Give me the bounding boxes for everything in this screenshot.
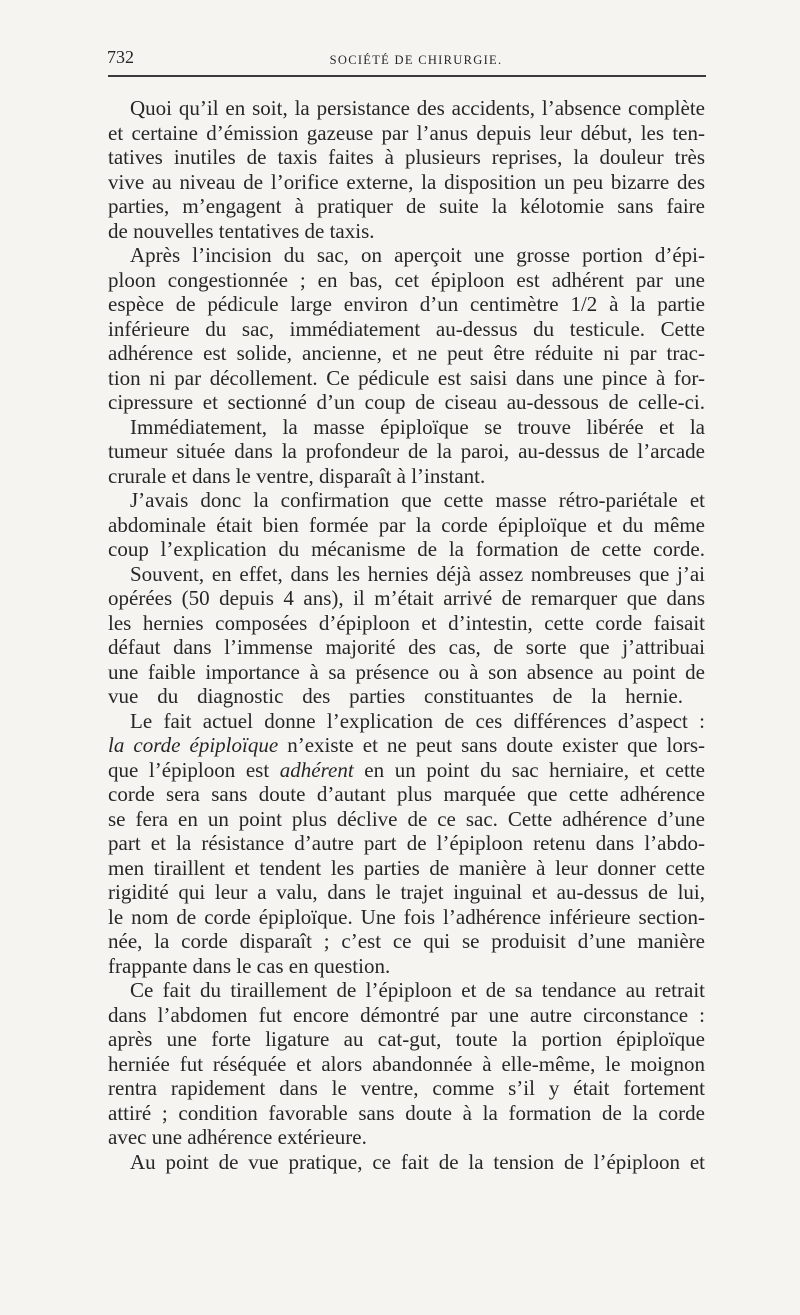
- text-line: avec une adhérence extérieure.: [108, 1125, 367, 1149]
- text-line: Après l’incision du sac, on aperçoit une grosse portion d’épi-: [130, 243, 705, 267]
- text-line: frappante dans le cas en question.: [108, 953, 391, 978]
- text-line: tion ni par décollement. Ce pédicule est saisi dans une pince à for-: [108, 365, 705, 390]
- text-line: rentra rapidement dans le ventre, comme s’il y était fortement: [108, 1076, 705, 1100]
- text-line: Ce fait du tiraillement de l’épiploon et de sa tendance au retrait: [130, 978, 705, 1002]
- header-rule: [108, 75, 706, 77]
- text-line: après une forte ligature au cat-gut, toute la portion épiploïque: [108, 1027, 705, 1051]
- text-line: vive au niveau de l’orifice externe, la disposition un peu bizarre des: [108, 169, 705, 194]
- text-line: tumeur située dans la profondeur de la paroi, au-dessus de l’arcade: [108, 439, 705, 463]
- text-line: de nouvelles tentatives de taxis.: [108, 218, 375, 243]
- text-line: tatives inutiles de taxis faites à plusieurs reprises, la douleur très: [108, 145, 705, 169]
- text-line: J’avais donc la confirmation que cette masse rétro-pariétale et: [130, 488, 705, 512]
- text-segment: n’existe et ne peut sans doute exister que lors-: [287, 733, 705, 757]
- text-line: Immédiatement, la masse épiploïque se trouve libérée et la: [130, 414, 705, 439]
- page-body: [108, 96, 705, 1174]
- text-line: coup l’explication du mécanisme de la formation de cette corde.: [108, 537, 705, 561]
- text-line: vue du diagnostic des parties constituantes de la hernie.: [108, 684, 683, 708]
- text-line: part et la résistance d’autre part de l’épiploon retenu dans l’abdo-: [108, 831, 705, 855]
- text-line: [108, 758, 705, 783]
- text-line: corde sera sans doute d’autant plus marquée que cette adhérence: [108, 782, 705, 806]
- text-line: et certaine d’émission gazeuse par l’anus depuis leur début, les ten-: [108, 120, 705, 145]
- text-line: se fera en un point plus déclive de ce sac. Cette adhérence d’une: [108, 806, 705, 831]
- text-segment: que l’épiploon est: [108, 757, 270, 782]
- paragraph: [108, 978, 705, 1150]
- italic-term: adhérent: [279, 757, 354, 782]
- text-line: Quoi qu’il en soit, la persistance des accidents, l’absence complète: [130, 96, 705, 120]
- paragraph: [108, 562, 705, 709]
- text-segment: en un point du sac herniaire, et cette: [364, 757, 705, 782]
- paragraph: [108, 415, 705, 489]
- running-title: SOCIÉTÉ DE CHIRURGIE.: [329, 53, 503, 67]
- text-line: crurale et dans le ventre, disparaît à l’instant.: [108, 463, 486, 488]
- text-line: Souvent, en effet, dans les hernies déjà assez nombreuses que j’ai: [130, 561, 705, 586]
- text-line: ploon congestionnée ; en bas, cet épiploon est adhérent par une: [108, 267, 705, 292]
- text-line: [108, 733, 705, 758]
- text-line: abdominale était bien formée par la corde épiploïque et du même: [108, 512, 705, 537]
- paragraph: [108, 488, 705, 562]
- text-line: inférieure du sac, immédiatement au-dessus du testicule. Cette: [108, 316, 705, 341]
- text-line: dans l’abdomen fut encore démontré par une autre circonstance :: [108, 1002, 705, 1027]
- text-line: parties, m’engagent à pratiquer de suite la kélotomie sans faire: [108, 194, 705, 218]
- text-line: rigidité qui leur a valu, dans le trajet inguinal et au-dessus de lui,: [108, 880, 705, 904]
- paragraph: [108, 96, 705, 243]
- text-line: espèce de pédicule large environ d’un centimètre 1/2 à la partie: [108, 292, 705, 316]
- text-line: adhérence est solide, ancienne, et ne peut être réduite ni par trac-: [108, 341, 705, 365]
- text-line: Au point de vue pratique, ce fait de la tension de l’épiploon et: [130, 1149, 705, 1174]
- italic-term: la corde épiploïque: [108, 733, 279, 757]
- text-line: le nom de corde épiploïque. Une fois l’adhérence inférieure section-: [108, 904, 705, 929]
- paragraph: [108, 243, 705, 415]
- paragraph: [108, 709, 705, 979]
- text-line: défaut dans l’immense majorité des cas, de sorte que j’attribuai: [108, 635, 705, 659]
- text-line: une faible importance à sa présence ou à son absence au point de: [108, 659, 705, 684]
- paragraph: [108, 1150, 705, 1175]
- text-line: née, la corde disparaît ; c’est ce qui se produisit d’une manière: [108, 929, 705, 953]
- text-line: cipressure et sectionné d’un coup de ciseau au-dessous de celle-ci.: [108, 390, 705, 414]
- page-number: 732: [107, 47, 134, 67]
- text-line: men tiraillent et tendent les parties de manière à leur donner cette: [108, 855, 705, 880]
- text-line: herniée fut réséquée et alors abandonnée à elle-même, le moignon: [108, 1051, 705, 1076]
- text-line: les hernies composées d’épiploon et d’intestin, cette corde faisait: [108, 610, 705, 635]
- text-line: Le fait actuel donne l’explication de ces différences d’aspect :: [130, 708, 705, 733]
- text-line: attiré ; condition favorable sans doute à la formation de la corde: [108, 1100, 705, 1125]
- text-line: opérées (50 depuis 4 ans), il m’était arrivé de remarquer que dans: [108, 586, 705, 610]
